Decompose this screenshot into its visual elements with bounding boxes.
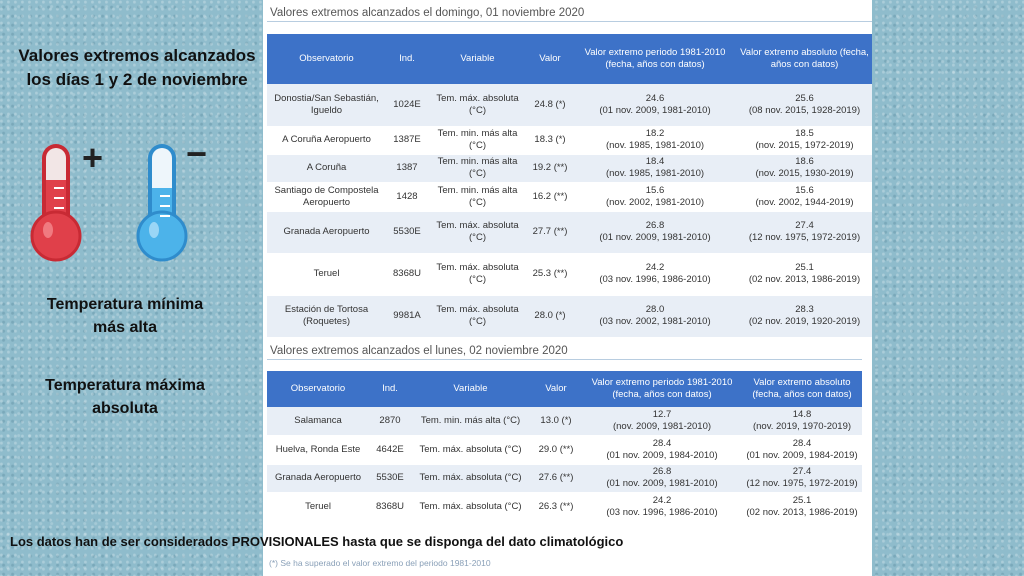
th-valor: Valor xyxy=(527,34,573,84)
label-max-line1: Temperatura máxima xyxy=(45,377,205,394)
plus-icon: + xyxy=(82,137,104,178)
cell-periodo-value: 26.8 xyxy=(645,220,665,231)
cell-ind: 1387 xyxy=(386,154,428,182)
cell-absoluto xyxy=(737,126,872,154)
left-title-line1: Valores extremos alcanzados xyxy=(18,46,256,65)
cell-absoluto xyxy=(737,295,872,337)
cell-periodo-date: (nov. 1985, 1981-2010) xyxy=(605,140,705,151)
cell-valor: 25.3 (**) xyxy=(527,253,573,295)
cell-absoluto xyxy=(737,154,872,182)
th-ind: Ind. xyxy=(369,371,411,407)
label-min-temp xyxy=(10,293,240,339)
th-ind: Ind. xyxy=(386,34,428,84)
cell-absoluto xyxy=(737,182,872,211)
cell-absoluto-date: (02 nov. 2013, 1986-2019) xyxy=(748,274,861,285)
cell-observatorio: Santiago de Compostela Aeropuerto xyxy=(267,182,386,211)
cell-periodo-date: (03 nov. 1996, 1986-2010) xyxy=(606,507,718,518)
cell-periodo-value: 15.6 xyxy=(645,184,665,196)
cell-periodo xyxy=(573,84,737,126)
cell-ind: 5530E xyxy=(369,464,411,492)
cell-periodo-value: 28.0 xyxy=(645,304,665,315)
cell-observatorio: Teruel xyxy=(267,492,369,522)
cell-valor: 27.6 (**) xyxy=(530,464,582,492)
cell-periodo xyxy=(573,182,737,211)
label-min-line2: más alta xyxy=(92,319,158,336)
table-monday xyxy=(267,371,862,523)
cell-absoluto xyxy=(737,211,872,253)
cell-periodo-value: 28.4 xyxy=(652,437,672,449)
cell-absoluto xyxy=(742,407,862,435)
cell-absoluto-value: 18.5 xyxy=(795,128,814,139)
th-absoluto: Valor extremo absoluto (fecha, años con datos) xyxy=(742,371,862,407)
cell-periodo-date: (nov. 2002, 1981-2010) xyxy=(605,196,705,208)
table-row xyxy=(267,464,862,492)
cell-absoluto-date: (01 nov. 2009, 1984-2019) xyxy=(746,449,858,461)
th-valor: Valor xyxy=(530,371,582,407)
cell-valor: 19.2 (**) xyxy=(527,154,573,182)
cell-valor: 27.7 (**) xyxy=(527,211,573,253)
table-row xyxy=(267,492,862,522)
left-title-line2: los días 1 y 2 de noviembre xyxy=(26,70,248,89)
cell-periodo-value: 24.6 xyxy=(645,92,665,104)
table-row xyxy=(267,407,862,435)
cell-periodo xyxy=(582,492,742,522)
cell-valor: 26.3 (**) xyxy=(530,492,582,522)
cell-absoluto-date: (12 nov. 1975, 1972-2019) xyxy=(748,232,861,243)
th-observatorio: Observatorio xyxy=(267,34,386,84)
cell-observatorio: A Coruña Aeropuerto xyxy=(267,126,386,154)
cell-valor: 29.0 (**) xyxy=(530,435,582,464)
cell-absoluto-value: 27.4 xyxy=(795,220,814,231)
cell-absoluto xyxy=(742,435,862,464)
data-panel xyxy=(263,0,872,576)
th-absoluto: Valor extremo absoluto (fecha, años con datos) xyxy=(737,34,872,84)
cell-periodo-value: 18.4 xyxy=(645,156,665,167)
th-observatorio: Observatorio xyxy=(267,371,369,407)
cell-periodo-date: (03 nov. 1996, 1986-2010) xyxy=(599,274,711,285)
cell-variable: Tem. min. más alta (°C) xyxy=(411,407,530,435)
cell-ind: 2870 xyxy=(369,407,411,435)
cell-periodo xyxy=(582,464,742,492)
cell-periodo xyxy=(573,154,737,182)
cell-ind: 5530E xyxy=(386,211,428,253)
cell-variable: Tem. máx. absoluta (°C) xyxy=(428,295,527,337)
cell-observatorio: Salamanca xyxy=(267,407,369,435)
cell-ind: 1428 xyxy=(386,182,428,211)
cell-periodo-date: (03 nov. 2002, 1981-2010) xyxy=(599,316,711,327)
cell-ind: 1024E xyxy=(386,84,428,126)
cell-periodo xyxy=(582,407,742,435)
cell-valor: 18.3 (*) xyxy=(527,126,573,154)
cell-absoluto-date: (nov. 2002, 1944-2019) xyxy=(755,196,854,208)
table-sunday xyxy=(267,34,872,338)
footnote: (*) Se ha superado el valor extremo del periodo 1981-2010 xyxy=(269,558,491,568)
th-variable: Variable xyxy=(411,371,530,407)
cell-absoluto-date: (nov. 2019, 1970-2019) xyxy=(752,420,852,432)
cell-absoluto xyxy=(737,84,872,126)
cell-periodo-date: (01 nov. 2009, 1981-2010) xyxy=(599,232,711,243)
cell-periodo-date: (01 nov. 2009, 1981-2010) xyxy=(606,478,718,489)
cell-periodo-value: 24.2 xyxy=(645,262,665,273)
cell-observatorio: Donostia/San Sebastián, Igueldo xyxy=(267,84,386,126)
cell-absoluto-date: (08 nov. 2015, 1928-2019) xyxy=(748,104,861,116)
cell-variable: Tem. min. más alta (°C) xyxy=(428,154,527,182)
cell-observatorio: Granada Aeropuerto xyxy=(267,211,386,253)
cell-periodo xyxy=(573,253,737,295)
cell-absoluto-date: (02 nov. 2013, 1986-2019) xyxy=(746,507,858,518)
cold-thermometer-icon xyxy=(136,140,226,265)
cell-absoluto-value: 15.6 xyxy=(795,184,814,196)
cell-ind: 8368U xyxy=(386,253,428,295)
footer-note: Los datos han de ser considerados PROVISIONALES hasta que se disponga del dato climatológico xyxy=(10,534,624,549)
section1-title: Valores extremos alcanzados el domingo, 01 noviembre 2020 xyxy=(267,5,872,22)
cell-ind: 4642E xyxy=(369,435,411,464)
cell-variable: Tem. máx. absoluta (°C) xyxy=(428,211,527,253)
th-periodo: Valor extremo periodo 1981-2010 (fecha, años con datos) xyxy=(573,34,737,84)
cell-ind: 1387E xyxy=(386,126,428,154)
left-title xyxy=(6,44,268,92)
cell-periodo xyxy=(573,211,737,253)
label-max-temp xyxy=(10,374,240,420)
label-max-line2: absoluta xyxy=(92,400,158,417)
cell-periodo-value: 12.7 xyxy=(652,408,672,420)
cell-absoluto-value: 14.8 xyxy=(792,408,812,420)
cell-periodo-date: (01 nov. 2009, 1981-2010) xyxy=(599,104,711,116)
cell-ind: 9981A xyxy=(386,295,428,337)
cell-valor: 16.2 (**) xyxy=(527,182,573,211)
cell-absoluto-date: (nov. 2015, 1972-2019) xyxy=(755,140,854,151)
cell-periodo xyxy=(582,435,742,464)
table-header-row xyxy=(267,371,862,407)
cell-valor: 13.0 (*) xyxy=(530,407,582,435)
cell-variable: Tem. máx. absoluta (°C) xyxy=(411,492,530,522)
cell-valor: 28.0 (*) xyxy=(527,295,573,337)
table-row xyxy=(267,253,872,295)
cell-absoluto xyxy=(742,464,862,492)
cell-absoluto-value: 25.6 xyxy=(795,92,814,104)
table-row xyxy=(267,211,872,253)
cell-periodo xyxy=(573,295,737,337)
table-row xyxy=(267,182,872,211)
cell-observatorio: Huelva, Ronda Este xyxy=(267,435,369,464)
cell-periodo xyxy=(573,126,737,154)
table-row xyxy=(267,126,872,154)
cell-periodo-value: 18.2 xyxy=(645,128,665,139)
cell-absoluto-value: 18.6 xyxy=(795,156,814,167)
cell-variable: Tem. máx. absoluta (°C) xyxy=(428,253,527,295)
cell-variable: Tem. máx. absoluta (°C) xyxy=(428,84,527,126)
cell-absoluto-date: (nov. 2015, 1930-2019) xyxy=(755,168,854,179)
table-row xyxy=(267,435,862,464)
cell-variable: Tem. min. más alta (°C) xyxy=(428,126,527,154)
cell-ind: 8368U xyxy=(369,492,411,522)
cell-variable: Tem. máx. absoluta (°C) xyxy=(411,464,530,492)
table-row xyxy=(267,295,872,337)
th-periodo: Valor extremo periodo 1981-2010 (fecha, años con datos) xyxy=(582,371,742,407)
cell-observatorio: Granada Aeropuerto xyxy=(267,464,369,492)
cell-periodo-value: 24.2 xyxy=(652,495,672,506)
cell-observatorio: Teruel xyxy=(267,253,386,295)
cell-observatorio: A Coruña xyxy=(267,154,386,182)
cell-absoluto-date: (02 nov. 2019, 1920-2019) xyxy=(748,316,861,327)
cell-absoluto-value: 25.1 xyxy=(792,495,812,506)
cell-valor: 24.8 (*) xyxy=(527,84,573,126)
section2-title: Valores extremos alcanzados el lunes, 02 noviembre 2020 xyxy=(267,343,862,360)
cell-absoluto xyxy=(742,492,862,522)
cell-absoluto xyxy=(737,253,872,295)
cell-periodo-date: (01 nov. 2009, 1984-2010) xyxy=(606,449,718,461)
cell-observatorio: Estación de Tortosa (Roquetes) xyxy=(267,295,386,337)
cell-absoluto-value: 28.4 xyxy=(792,437,812,449)
th-variable: Variable xyxy=(428,34,527,84)
cell-periodo-date: (nov. 2009, 1981-2010) xyxy=(612,420,712,432)
table-row xyxy=(267,154,872,182)
cell-absoluto-date: (12 nov. 1975, 1972-2019) xyxy=(746,478,858,489)
cell-absoluto-value: 28.3 xyxy=(795,304,814,315)
minus-icon: − xyxy=(186,133,208,174)
cell-periodo-date: (nov. 1985, 1981-2010) xyxy=(605,168,705,179)
cell-variable: Tem. min. más alta (°C) xyxy=(428,182,527,211)
label-min-line1: Temperatura mínima xyxy=(46,296,204,313)
table-header-row xyxy=(267,34,872,84)
cell-absoluto-value: 27.4 xyxy=(792,466,812,477)
table-row xyxy=(267,84,872,126)
hot-thermometer-icon xyxy=(30,137,120,265)
cell-variable: Tem. máx. absoluta (°C) xyxy=(411,435,530,464)
cell-absoluto-value: 25.1 xyxy=(795,262,814,273)
cell-periodo-value: 26.8 xyxy=(652,466,672,477)
